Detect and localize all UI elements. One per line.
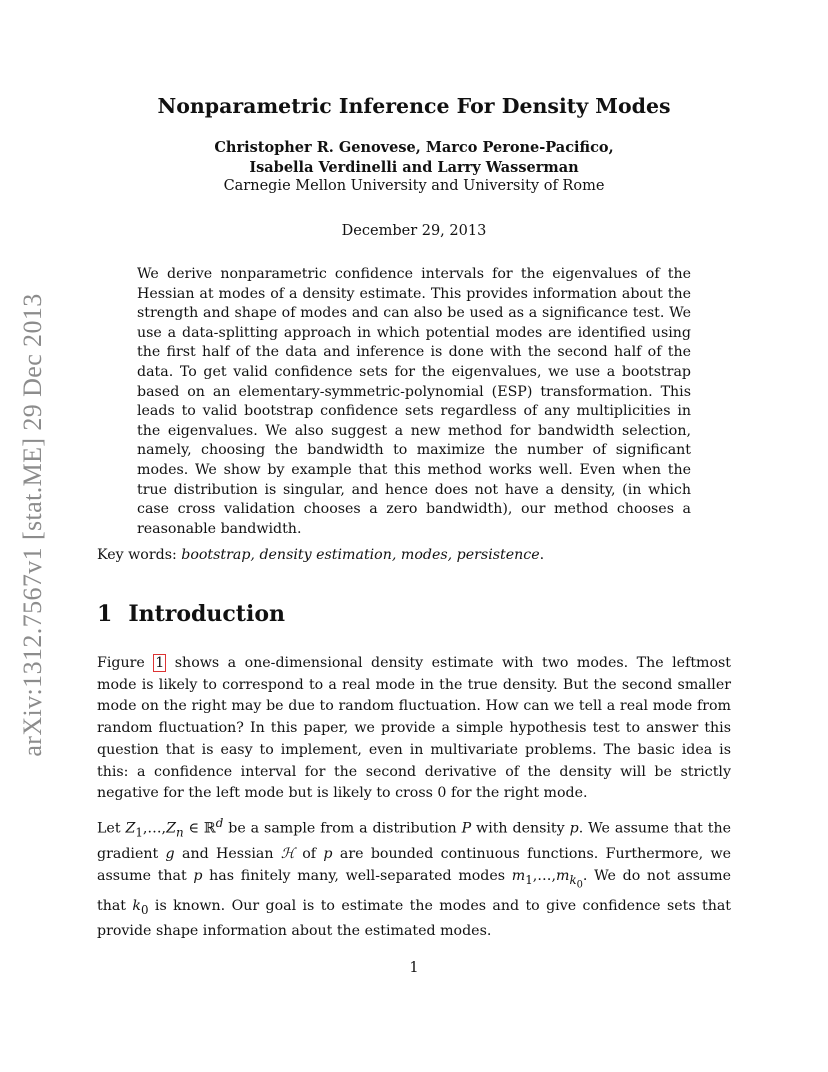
figure-reference-link[interactable]: 1 [155,655,165,671]
page-number: 1 [409,960,419,976]
keywords-terms: bootstrap, density estimation, modes, persistence [181,547,540,563]
p2-text-7: are bounded continuous functions. Furthermore, we assume that [97,846,732,884]
arxiv-identifier: arXiv:1312.7567v1 [stat.ME] 29 Dec 2013 [18,293,47,757]
section-title: Introduction [128,601,285,627]
keywords-label: Key words: [97,547,177,563]
intro-paragraph-1-text: shows a one-dimensional density estimate with two modes. The leftmost mode is likely to correspond to a real mode in the true density. But the second smaller mode on the right may be due to random fluctuation. How can we tell a real mode from random fluctuation? In this paper, we provide a simple hypothesis test to answer this question that is easy to implement, even in multivariate problems. The basic idea is this: a confidence interval for the second derivative of the density will be strictly negative for the left mode but is likely to cross 0 for the right mode. [97,655,731,802]
intro-paragraph-2: Let $Z_1,\dots,Z_n$ ∈ ℝ$^d$ be a sample from a distribution P with density p. We assume that the gradient g and Hessian ℋ of p are bounded continuous functions. Furthermore, we assume that p has finitely many, well-separated modes $m_1,\dots,m_{k_0}$. We do not assume that $k_0$ is known. Our goal is to estimate the modes and to give confidence sets that provide shape information about the estimated modes. [97,816,732,940]
p2-text-4: . We assume that the gradient [97,820,732,863]
p2-text-9: . We do not assume that [97,867,731,914]
math-P: P [461,820,472,837]
p2-text-10: is known. Our goal is to estimate the modes and to give confidence sets that provide shape information about the estimated modes. [97,897,731,940]
affiliation: Carnegie Mellon University and University of Rome [223,178,605,194]
p2-text-5: and Hessian [174,846,281,863]
intro-paragraph-1 [97,653,731,805]
abstract-text: We derive nonparametric confidence intervals for the eigenvalues of the Hessian at modes of a density estimate. This provides information about the strength and shape of modes and can also be used as a significance test. We use a data-splitting approach in which potential modes are identified using the first half of the data and inference is done with the second half of the data. To get valid confidence sets for the eigenvalues, we use a bootstrap based on an elementary-symmetric-polynomial (ESP) transformation. This leads to valid bootstrap confidence sets regardless of any multiplicities in the eigenvalues. We also suggest a new method for bandwidth selection, namely, choosing the bandwidth to maximize the number of significant modes. We show by example that this method works well. Even when the true distribution is singular, and hence does not have a density, (in which case cross validation chooses a zero bandwidth), our method chooses a reasonable bandwidth. [137,266,691,537]
arxiv-sidebar [0,280,66,770]
authors-line-2: Isabella Verdinelli and Larry Wasserman [249,159,579,176]
authors [0,138,828,178]
math-hessian: ℋ [280,846,295,863]
math-k0: k [132,897,141,914]
math-p-3: p [193,867,203,884]
paper-title: Nonparametric Inference For Density Modes [157,94,671,118]
abstract [137,265,691,539]
keywords [97,547,737,563]
p2-text-8: has finitely many, well-separated modes [202,867,512,884]
authors-line-1: Christopher R. Genovese, Marco Perone-Pacifico, [214,139,614,156]
math-modes: m [511,867,526,884]
math-g: g [165,846,175,863]
p2-text-3: with density [471,820,570,837]
math-p-2: p [323,846,333,863]
section-number: 1 [97,601,113,627]
keywords-end: . [539,547,545,563]
p2-text-1: Let [97,820,126,837]
section-heading-introduction [97,601,285,627]
figure-word: Figure [97,655,145,671]
p2-text-2: be a sample from a distribution [223,820,462,837]
p2-text-6: of [294,846,324,863]
math-sample: Z [125,820,136,837]
paper-date: December 29, 2013 [341,223,487,239]
math-p: p [569,820,579,837]
